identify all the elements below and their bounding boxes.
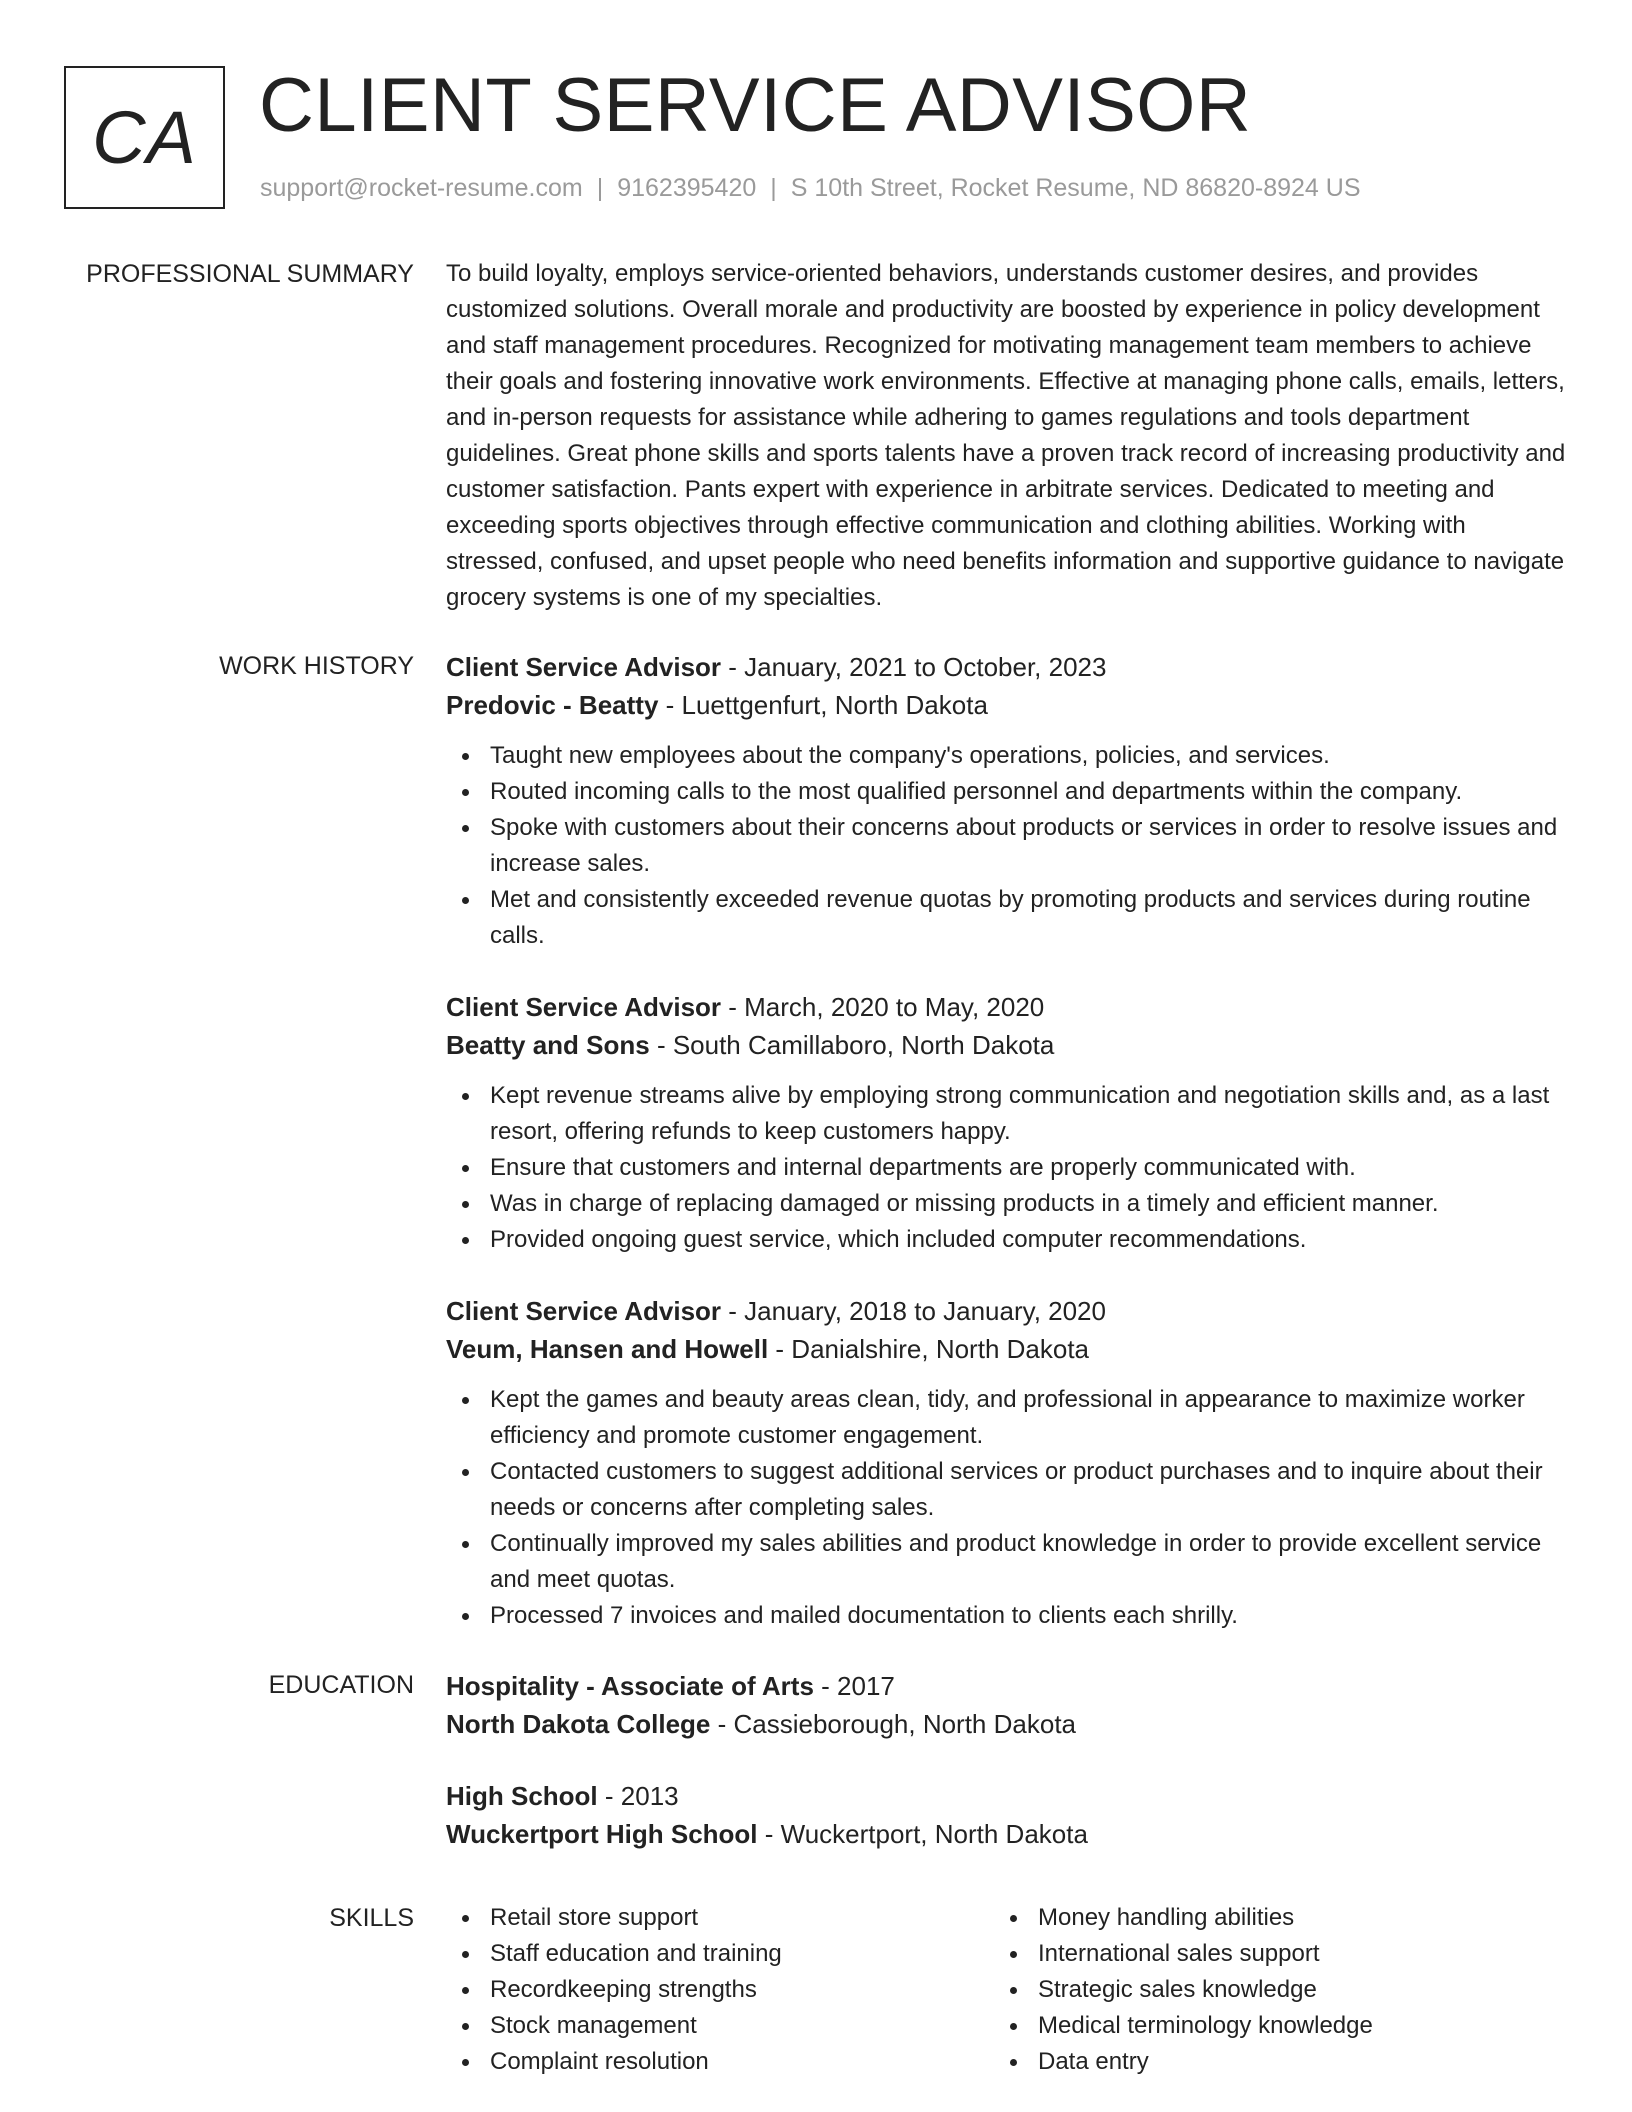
- job-dates: - January, 2021 to October, 2023: [721, 652, 1107, 682]
- job-title: Client Service Advisor: [446, 1296, 722, 1326]
- skills-list-left: [446, 1900, 994, 2080]
- skills-columns: [446, 1900, 1566, 2080]
- section-label-work-history: WORK HISTORY: [219, 652, 414, 680]
- contact-phone: 9162395420: [617, 174, 757, 202]
- job-bullets: [446, 1382, 1566, 1634]
- education-school: Wuckertport High School: [446, 1819, 758, 1849]
- list-item: Kept the games and beauty areas clean, tidy, and professional in appearance to maximize worker efficiency and promote customer engagement.: [446, 1382, 1566, 1454]
- list-item: Complaint resolution: [446, 2044, 994, 2080]
- list-item: Spoke with customers about their concerns about products or services in order to resolve issues and increase sales.: [446, 810, 1566, 882]
- contact-separator: |: [770, 174, 777, 202]
- resume-header: [64, 63, 1564, 211]
- job-dates: - January, 2018 to January, 2020: [721, 1296, 1106, 1326]
- list-item: Strategic sales knowledge: [994, 1972, 1542, 2008]
- list-item: Routed incoming calls to the most qualified personnel and departments within the company.: [446, 774, 1566, 810]
- job-title-line: [446, 1292, 1566, 1330]
- education-degree-line: [446, 1777, 1566, 1815]
- list-item: Medical terminology knowledge: [994, 2008, 1542, 2044]
- job-bullets: [446, 738, 1566, 954]
- education-degree: Hospitality - Associate of Arts: [446, 1671, 814, 1701]
- education-year: - 2017: [813, 1671, 895, 1701]
- education-entry: [446, 1777, 1566, 1853]
- job-company: Predovic - Beatty: [446, 690, 659, 720]
- job-entry: [446, 648, 1566, 954]
- list-item: Processed 7 invoices and mailed documentation to clients each shrilly.: [446, 1598, 1566, 1634]
- education-location: - Cassieborough, North Dakota: [710, 1709, 1076, 1739]
- job-location: - Danialshire, North Dakota: [768, 1334, 1090, 1364]
- list-item: Staff education and training: [446, 1936, 994, 1972]
- list-item: Taught new employees about the company's operations, policies, and services.: [446, 738, 1566, 774]
- job-company: Veum, Hansen and Howell: [446, 1334, 769, 1364]
- page-title: CLIENT SERVICE ADVISOR: [259, 63, 1252, 148]
- job-title: Client Service Advisor: [446, 992, 722, 1022]
- section-label-skills: SKILLS: [329, 1904, 414, 1932]
- education-entry: [446, 1667, 1566, 1743]
- job-company-line: [446, 686, 1566, 724]
- job-title: Client Service Advisor: [446, 652, 722, 682]
- job-dates: - March, 2020 to May, 2020: [721, 992, 1045, 1022]
- job-bullets: [446, 1078, 1566, 1258]
- job-location: - Luettgenfurt, North Dakota: [658, 690, 988, 720]
- contact-separator: |: [596, 174, 604, 202]
- education-degree: High School: [446, 1781, 598, 1811]
- education-location: - Wuckertport, North Dakota: [757, 1819, 1088, 1849]
- job-title-line: [446, 648, 1566, 686]
- list-item: Data entry: [994, 2044, 1542, 2080]
- list-item: Met and consistently exceeded revenue quotas by promoting products and services during routine calls.: [446, 882, 1566, 954]
- contact-line: [260, 174, 1361, 203]
- monogram-box: [64, 66, 225, 209]
- list-item: Ensure that customers and internal departments are properly communicated with.: [446, 1150, 1566, 1186]
- job-company-line: [446, 1026, 1566, 1064]
- education-school-line: [446, 1705, 1566, 1743]
- list-item: Continually improved my sales abilities and product knowledge in order to provide excellent service and meet quotas.: [446, 1526, 1566, 1598]
- section-label-summary: PROFESSIONAL SUMMARY: [86, 260, 414, 288]
- job-entry: [446, 1292, 1566, 1634]
- list-item: Stock management: [446, 2008, 994, 2044]
- contact-email: support@rocket-resume.com: [260, 174, 583, 202]
- job-location: - South Camillaboro, North Dakota: [649, 1030, 1055, 1060]
- job-company: Beatty and Sons: [446, 1030, 650, 1060]
- list-item: Provided ongoing guest service, which included computer recommendations.: [446, 1222, 1566, 1258]
- summary-text: To build loyalty, employs service-oriented behaviors, understands customer desires, and provides customized solutions. Overall morale and productivity are boosted by experience in policy development and staff management procedures. Recognized for motivating management team members to achieve their goals and fostering innovative work environments. Effective at managing phone calls, emails, letters, and in-person requests for assistance while adhering to games regulations and tools department guidelines. Great phone skills and sports talents have a proven track record of increasing productivity and customer satisfaction. Pants expert with experience in arbitrate services. Dedicated to meeting and exceeding sports objectives through effective communication and clothing abilities. Working with stressed, confused, and upset people who need benefits information and supportive guidance to navigate grocery systems is one of my specialties.: [446, 260, 1566, 611]
- list-item: International sales support: [994, 1936, 1542, 1972]
- contact-address: S 10th Street, Rocket Resume, ND 86820-8924 US: [790, 174, 1361, 202]
- list-item: Was in charge of replacing damaged or missing products in a timely and efficient manner.: [446, 1186, 1566, 1222]
- list-item: Contacted customers to suggest additional services or product purchases and to inquire about their needs or concerns after completing sales.: [446, 1454, 1566, 1526]
- job-company-line: [446, 1330, 1566, 1368]
- section-label-education: EDUCATION: [268, 1671, 414, 1699]
- list-item: Kept revenue streams alive by employing strong communication and negotiation skills and, as a last resort, offering refunds to keep customers happy.: [446, 1078, 1566, 1150]
- monogram-initials: CA: [92, 96, 197, 179]
- education-school: North Dakota College: [446, 1709, 711, 1739]
- education-degree-line: [446, 1667, 1566, 1705]
- job-title-line: [446, 988, 1566, 1026]
- education-school-line: [446, 1815, 1566, 1853]
- skills-list-right: [994, 1900, 1542, 2080]
- list-item: Money handling abilities: [994, 1900, 1542, 1936]
- list-item: Retail store support: [446, 1900, 994, 1936]
- education-year: - 2013: [597, 1781, 679, 1811]
- job-entry: [446, 988, 1566, 1258]
- list-item: Recordkeeping strengths: [446, 1972, 994, 2008]
